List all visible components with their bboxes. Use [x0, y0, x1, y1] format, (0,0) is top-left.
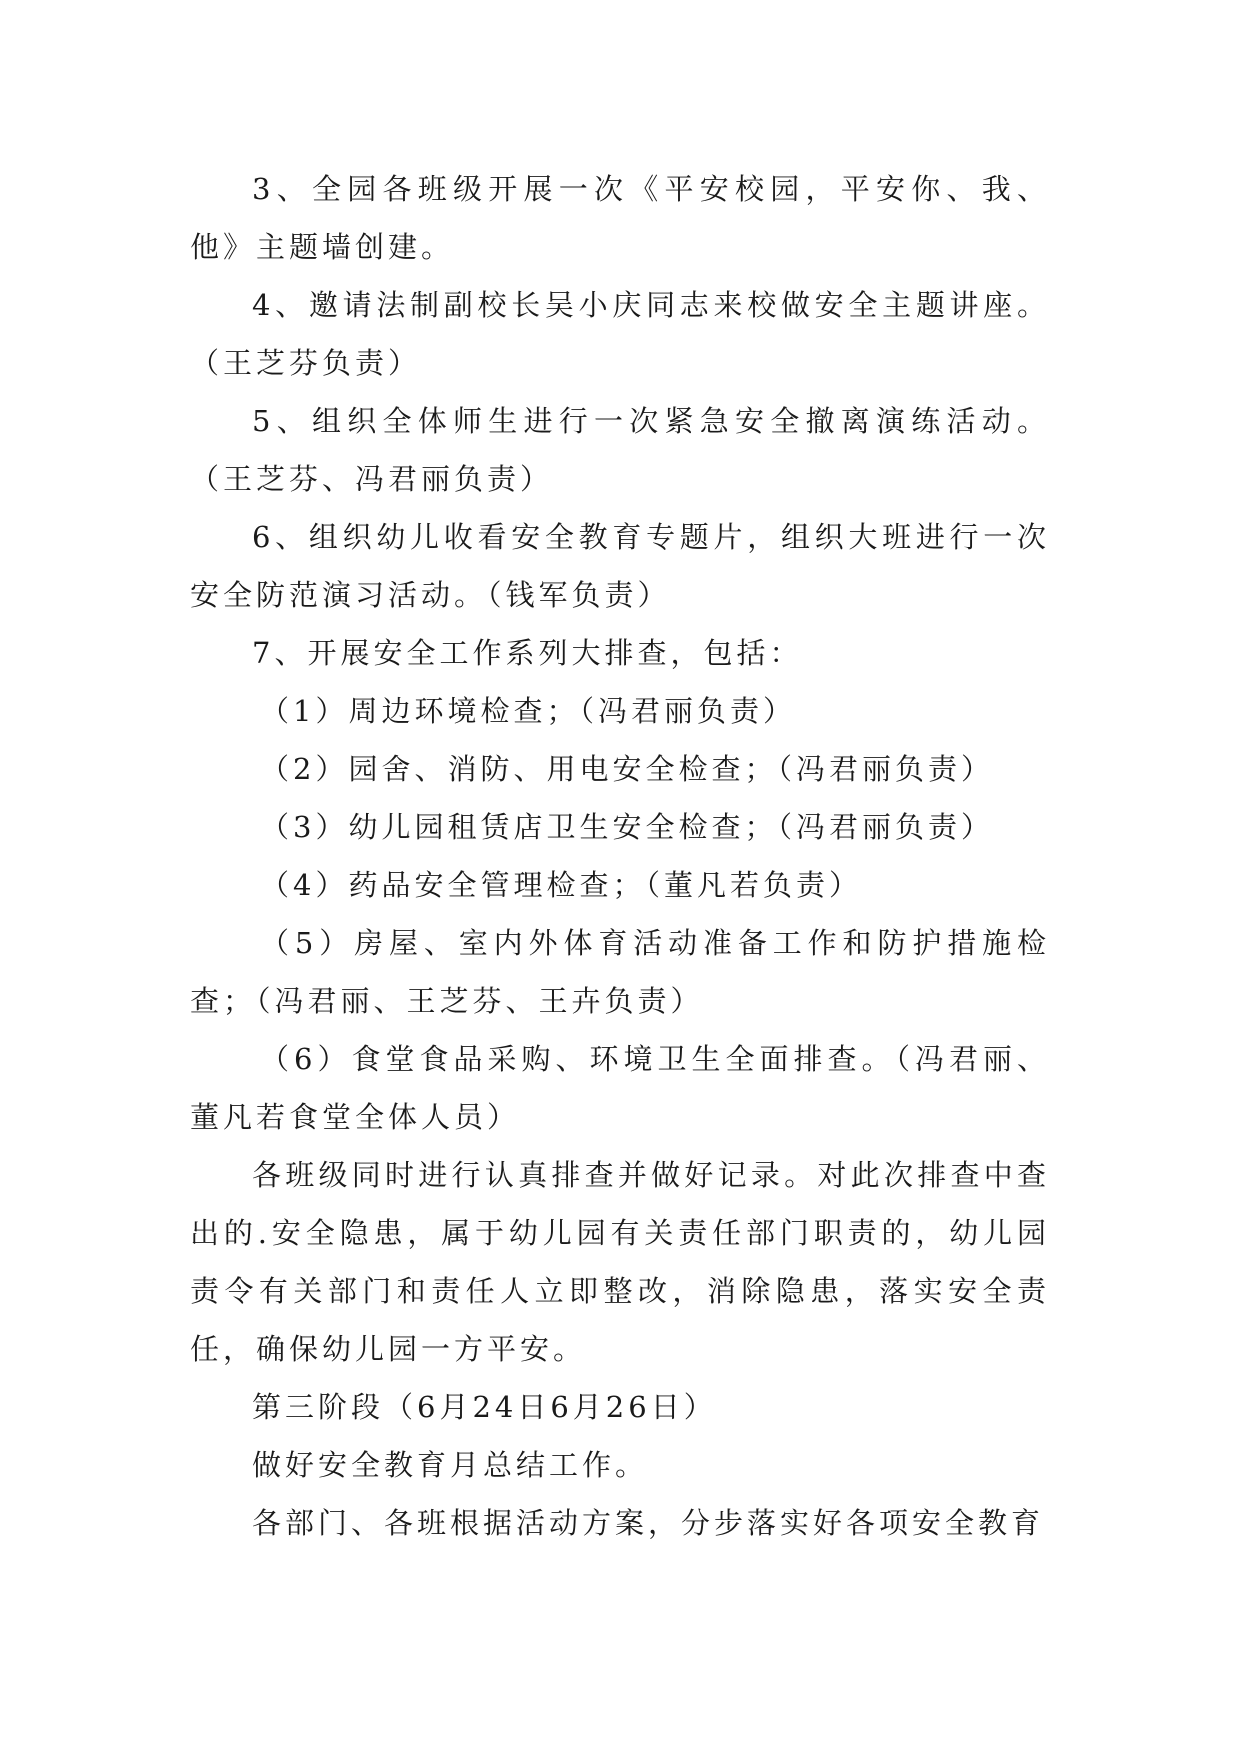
phase-three-heading: 第三阶段（6月24日6月26日） [252, 1390, 717, 1424]
sub-item-2: （2）园舍、消防、用电安全检查；（冯君丽负责） [260, 752, 994, 786]
inspection-note-paragraph: 各班级同时进行认真排查并做好记录。对此次排查中查出的.安全隐患，属于幼儿园有关责任部门职责的，幼儿园责令有关部门和责任人立即整改，消除隐患，落实安全责任，确保幼儿园一方平安。 [190, 1158, 1050, 1366]
sub-item-3: （3）幼儿园租赁店卫生安全检查；（冯君丽负责） [260, 810, 994, 844]
paragraph-item-3: 3、全园各班级开展一次《平安校园，平安你、我、他》主题墙创建。 [190, 172, 1050, 264]
document-body [190, 160, 1050, 1552]
sub-item-1: （1）周边环境检查；（冯君丽负责） [260, 694, 796, 728]
implementation-paragraph: 各部门、各班根据活动方案，分步落实好各项安全教育 [252, 1506, 1045, 1540]
paragraph-item-4: 4、邀请法制副校长吴小庆同志来校做安全主题讲座。（王芝芬负责） [190, 288, 1050, 380]
paragraph-item-5: 5、组织全体师生进行一次紧急安全撤离演练活动。（王芝芬、冯君丽负责） [190, 404, 1050, 496]
sub-item-4: （4）药品安全管理检查；（董凡若负责） [260, 868, 862, 902]
sub-item-5: （5）房屋、室内外体育活动准备工作和防护措施检查；（冯君丽、王芝芬、王卉负责） [190, 926, 1050, 1018]
paragraph-item-6: 6、组织幼儿收看安全教育专题片，组织大班进行一次安全防范演习活动。（钱军负责） [190, 520, 1050, 612]
summary-task-paragraph: 做好安全教育月总结工作。 [252, 1448, 649, 1482]
paragraph-item-7: 7、开展安全工作系列大排查，包括： [252, 636, 803, 670]
sub-item-6: （6）食堂食品采购、环境卫生全面排查。（冯君丽、董凡若食堂全体人员） [190, 1042, 1050, 1134]
